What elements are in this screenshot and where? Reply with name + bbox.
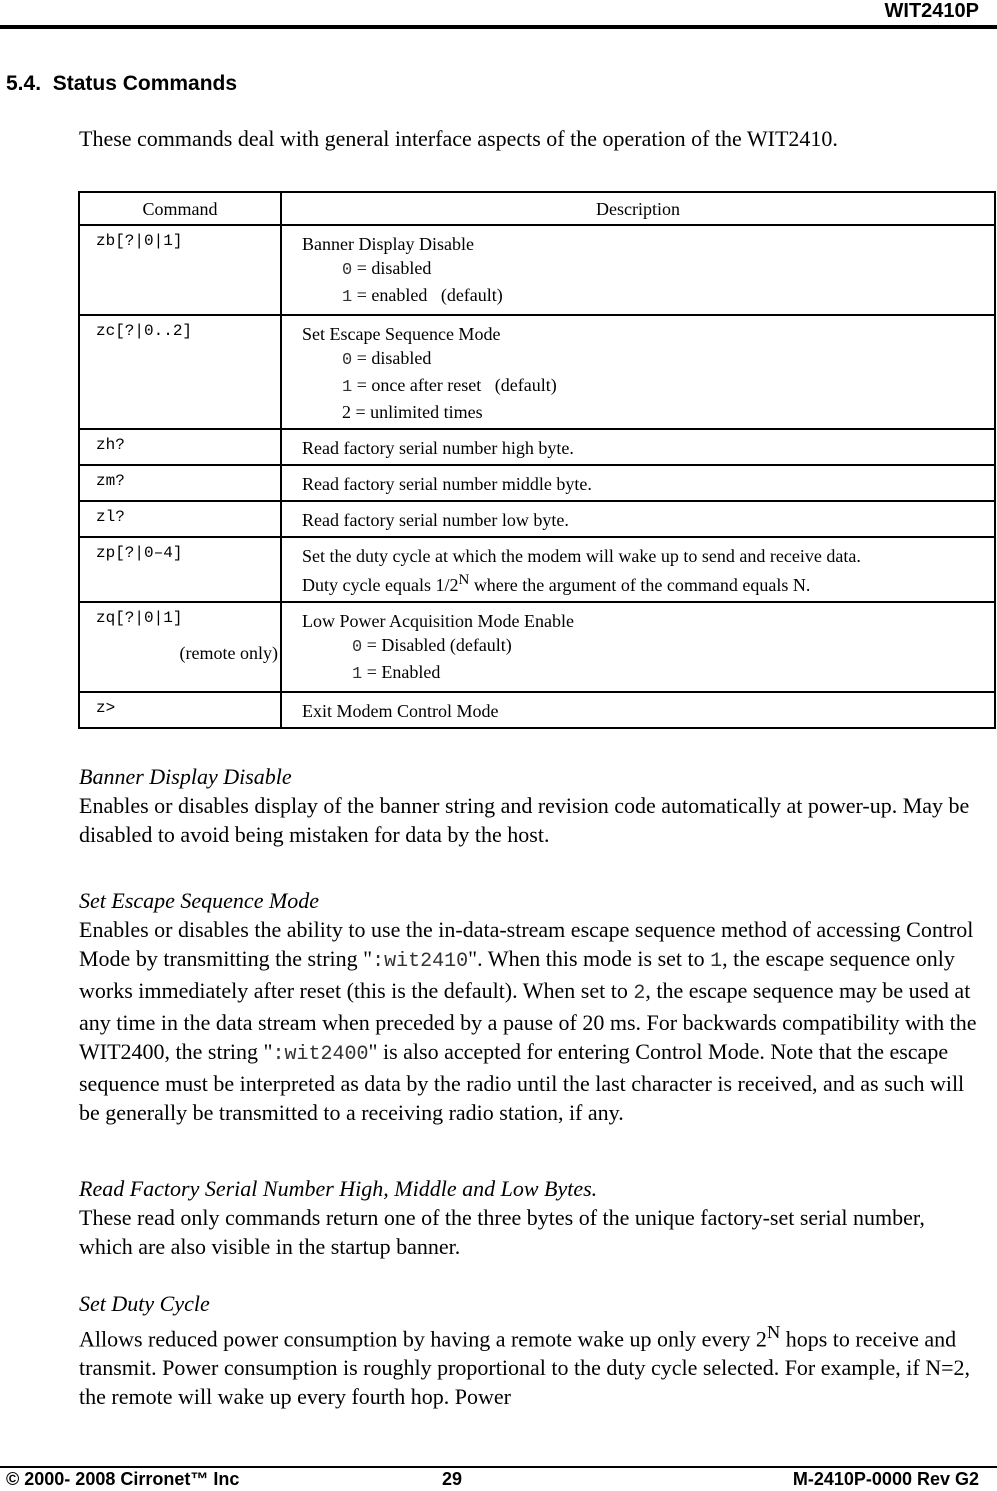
description-cell: Read factory serial number high byte.	[281, 429, 995, 465]
section-title	[6, 72, 237, 96]
option-line: 0 = disabled	[342, 258, 432, 280]
footer-rule	[0, 1466, 997, 1468]
command-cell: zb[?|0|1]	[79, 225, 281, 315]
option-line: 0 = disabled	[342, 348, 432, 370]
section-heading: Status Commands	[52, 72, 238, 95]
remote-only-note: (remote only)	[179, 643, 278, 663]
command-cell	[79, 602, 281, 692]
table-row	[79, 537, 995, 602]
command-text: zq[?|0|1]	[96, 609, 183, 627]
intro-paragraph: These commands deal with general interface aspects of the operation of the WIT2410.	[79, 126, 838, 151]
footer-doc-id: M-2410P-0000 Rev G2	[792, 1469, 979, 1489]
serial-paragraph	[79, 1174, 984, 1261]
description-cell: Read factory serial number middle byte.	[281, 465, 995, 501]
option-line: 2 = unlimited times	[342, 402, 483, 422]
command-cell: zc[?|0..2]	[79, 315, 281, 429]
col-header-command: Command	[79, 192, 281, 225]
description-cell: Exit Modem Control Mode	[281, 692, 995, 728]
table-header-row	[79, 192, 995, 225]
paragraph-body: Enables or disables the ability to use the in-data-stream escape sequence method of accessing Control Mode by transmitting the string ":wit2410". When this mode is set to 1, the escape sequence only works immediately after reset (this is the default). When set to 2, the escape sequence may be used at any time in the data stream when preceded by a pause of 20 ms. For backwards compatibility with the WIT2400, the string ":wit2400" is also accepted for entering Control Mode. Note that the escape sequence must be interpreted as data by the radio until the last character is received, and as such will be generally be transmitted to a receiving radio station, if any.	[79, 917, 977, 1125]
description-cell	[281, 537, 995, 602]
table-row	[79, 602, 995, 692]
duty-paragraph	[79, 1289, 984, 1411]
paragraph-heading: Read Factory Serial Number High, Middle and Low Bytes.	[79, 1176, 598, 1201]
description-cell	[281, 602, 995, 692]
paragraph-body: These read only commands return one of the three bytes of the unique factory-set serial number, which are also visible in the startup banner.	[79, 1205, 925, 1259]
option-line: 1 = Enabled	[352, 662, 441, 684]
command-cell: zl?	[79, 501, 281, 537]
command-cell: zp[?|0–4]	[79, 537, 281, 602]
description-title: Banner Display Disable	[302, 234, 474, 254]
table-row	[79, 465, 995, 501]
description-cell	[281, 225, 995, 315]
description-cell	[281, 315, 995, 429]
escape-paragraph	[79, 886, 984, 1127]
option-line: 0 = Disabled (default)	[352, 635, 512, 657]
paragraph-body: Allows reduced power consumption by having a remote wake up only every $2^N$ hops to receive and transmit. Power consumption is roughly proportional to the duty cycle selected. For example, if N=2, the remote will wake up every fourth hop. Power	[79, 1322, 971, 1410]
description-title: Set Escape Sequence Mode	[302, 324, 501, 344]
option-line: 1 = once after reset (default)	[342, 375, 557, 397]
command-cell: zh?	[79, 429, 281, 465]
paragraph-heading: Banner Display Disable	[79, 764, 292, 789]
table-row	[79, 315, 995, 429]
footer-page-number: 29	[442, 1469, 463, 1489]
description-line: Set the duty cycle at which the modem will wake up to send and receive data.	[302, 546, 861, 566]
banner-paragraph	[79, 762, 984, 849]
table-row	[79, 225, 995, 315]
paragraph-heading: Set Escape Sequence Mode	[79, 888, 320, 913]
section-number: 5.4.	[6, 72, 42, 95]
description-line: Duty cycle equals $1/2^N$ where the argument of the command equals N.	[302, 572, 811, 595]
col-header-description: Description	[281, 192, 995, 225]
description-cell: Read factory serial number low byte.	[281, 501, 995, 537]
paragraph-body: Enables or disables display of the banner string and revision code automatically at power-up. May be disabled to avoid being mistaken for data by the host.	[79, 793, 970, 847]
table-row	[79, 501, 995, 537]
footer-copyright: © 2000- 2008 Cirronet™ Inc	[6, 1469, 240, 1489]
option-line: 1 = enabled (default)	[342, 285, 503, 307]
paragraph-heading: Set Duty Cycle	[79, 1291, 210, 1316]
command-table	[78, 191, 996, 729]
command-cell: zm?	[79, 465, 281, 501]
command-cell: z>	[79, 692, 281, 728]
header-title: WIT2410P	[884, 0, 979, 22]
table-row	[79, 692, 995, 728]
description-title: Low Power Acquisition Mode Enable	[302, 611, 574, 631]
header-rule	[0, 25, 997, 29]
table-row	[79, 429, 995, 465]
